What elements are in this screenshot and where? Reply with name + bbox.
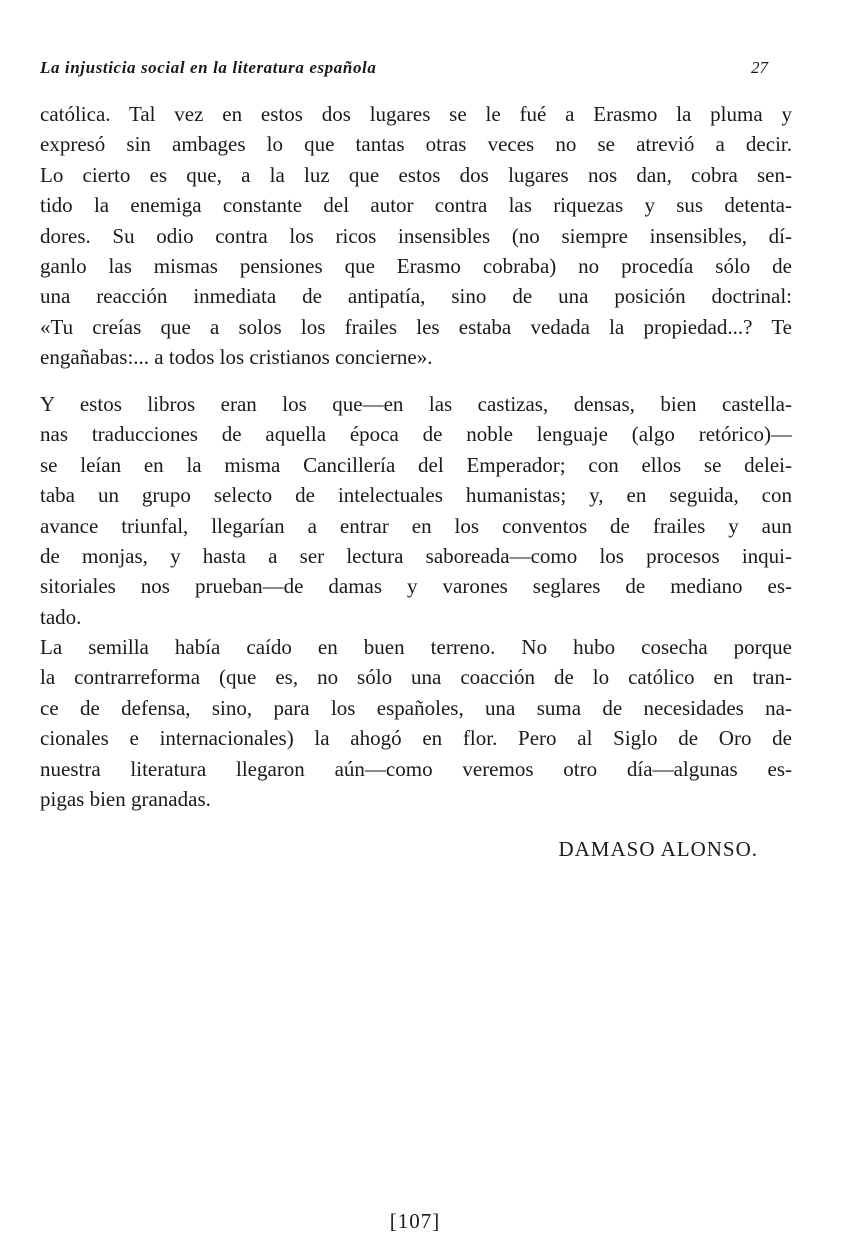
text-line: tado. xyxy=(40,604,82,629)
text-line: taba un grupo selecto de intelectuales humanistas; y, en seguida, con xyxy=(40,483,792,508)
running-header xyxy=(40,58,768,84)
text-line: expresó sin ambages lo que tantas otras veces no se atrevió a decir. xyxy=(40,132,792,157)
text-line: se leían en la misma Cancillería del Emperador; con ellos se delei- xyxy=(40,452,792,477)
text-line: avance triunfal, llegarían a entrar en los conventos de frailes y aun xyxy=(40,513,792,538)
text-line: ce de defensa, sino, para los españoles, una suma de necesidades na- xyxy=(40,695,792,720)
text-line: la contrarreforma (que es, no sólo una coacción de lo católico en tran- xyxy=(40,665,792,690)
text-line: La semilla había caído en buen terreno. No hubo cosecha porque xyxy=(40,635,792,659)
text-line: cionales e internacionales) la ahogó en flor. Pero al Siglo de Oro de xyxy=(40,726,792,751)
text-line: de monjas, y hasta a ser lectura saboreada—como los procesos inqui- xyxy=(40,543,792,568)
text-line: Lo cierto es que, a la luz que estos dos lugares nos dan, cobra sen- xyxy=(40,162,792,187)
paragraph-2 xyxy=(40,389,792,632)
paragraph-3 xyxy=(40,632,792,814)
page-number: 27 xyxy=(751,58,768,77)
text-line: sitoriales nos prueban—de damas y varones seglares de mediano es- xyxy=(40,574,792,599)
text-line: nuestra literatura llegaron aún—como veremos otro día—algunas es- xyxy=(40,756,792,781)
running-title: La injusticia social en la literatura española xyxy=(40,58,377,77)
text-line: tido la enemiga constante del autor contra las riquezas y sus detenta- xyxy=(40,193,792,218)
text-line: «Tu creías que a solos los frailes les estaba vedada la propiedad...? Te xyxy=(40,314,792,339)
text-line: dores. Su odio contra los ricos insensibles (no siempre insensibles, dí- xyxy=(40,223,792,248)
text-line: pigas bien granadas. xyxy=(40,786,211,811)
text-line: católica. Tal vez en estos dos lugares se le fué a Erasmo la pluma y xyxy=(40,102,792,126)
text-line: engañabas:... a todos los cristianos concierne». xyxy=(40,345,433,370)
text-line: Y estos libros eran los que—en las castizas, densas, bien castella- xyxy=(40,392,792,416)
text-line: nas traducciones de aquella época de noble lenguaje (algo retórico)— xyxy=(40,422,792,447)
text-line: una reacción inmediata de antipatía, sino de una posición doctrinal: xyxy=(40,284,792,309)
paragraph-1 xyxy=(40,99,792,373)
author-signature: DAMASO ALONSO. xyxy=(558,837,758,861)
text-line: ganlo las mismas pensiones que Erasmo cobraba) no procedía sólo de xyxy=(40,253,792,278)
folio-number: [107] xyxy=(389,1209,441,1233)
